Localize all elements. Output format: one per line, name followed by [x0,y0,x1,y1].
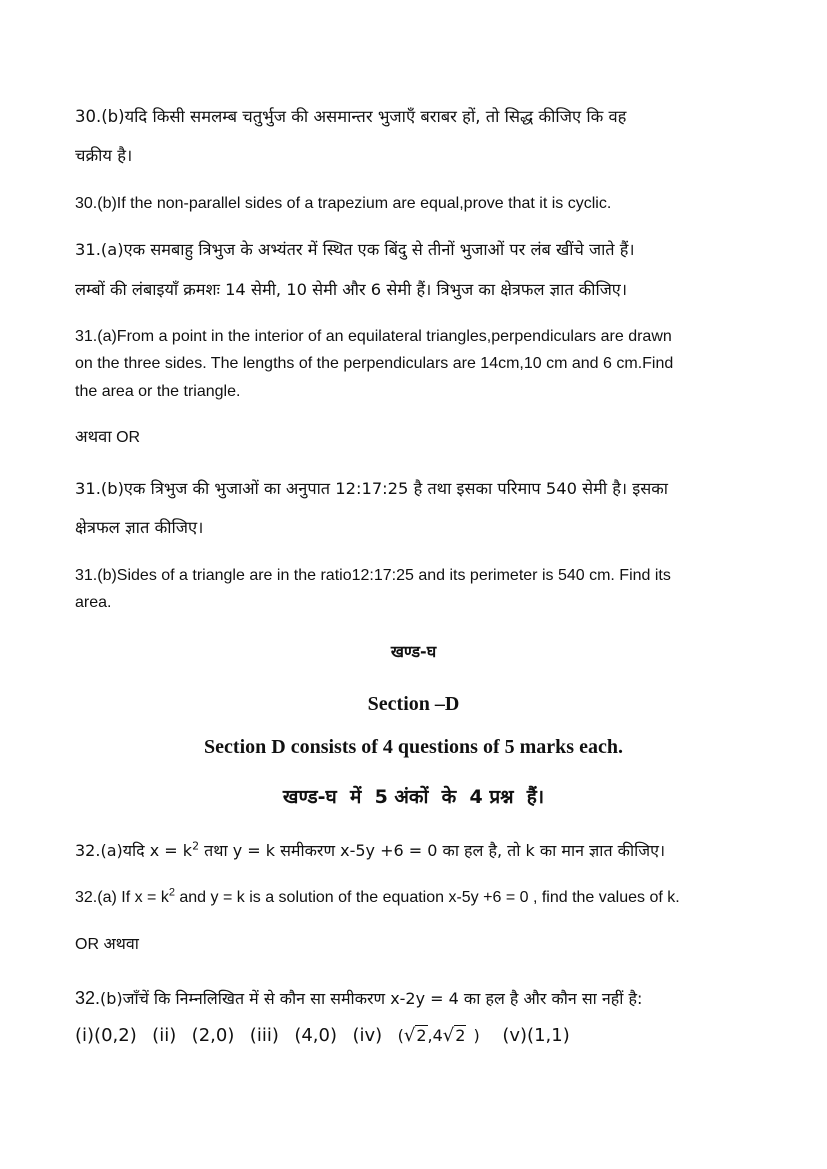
q32b-option-4-label: (iv) [352,1025,383,1046]
sqrt-symbol-2: √2 [442,1025,466,1046]
q30-hindi-line2: चक्रीय है। [75,146,133,165]
q31a-english-line1: 31.(a)From a point in the interior of an equilateral triangles,perpendiculars are drawn [75,328,672,345]
q32b-number: 32. [75,988,101,1008]
q32a-english-superscript: 2 [168,886,175,899]
q32b-hindi-text: (b)जाँचें कि निम्नलिखित में से कौन सा समीकरण x-2y = 4 का हल है और कौन सा नहीं है: [100,989,643,1008]
q31b-hindi-line2: क्षेत्रफल ज्ञात कीजिए। [75,518,204,537]
section-d-english-desc: Section D consists of 4 questions of 5 marks each. [204,736,623,758]
q32b-option-1: (i)(0,2) [75,1025,137,1046]
q32b-option-3-value: (4,0) [294,1025,337,1046]
q32a-hindi-suffix: तथा y = k समीकरण x-5y +6 = 0 का हल है, तो k का मान ज्ञात कीजिए। [199,841,666,860]
q30-hindi-line1: 30.(b)यदि किसी समलम्ब चतुर्भुज की असमान्तर भुजाएँ बराबर हों, तो सिद्ध कीजिए कि वह [75,107,627,126]
section-d-hindi-title: खण्ड-घ [390,642,437,661]
q30-english: 30.(b)If the non-parallel sides of a trapezium are equal,prove that it is cyclic. [75,195,612,212]
sqrt-arg-2: 2 [455,1026,466,1045]
q31b-english-line1: 31.(b)Sides of a triangle are in the ratio12:17:25 and its perimeter is 540 cm. Find its [75,567,671,584]
q32b-option-4-open-paren: ( [397,1026,404,1045]
q31b-hindi-line1: 31.(b)एक त्रिभुज की भुजाओं का अनुपात 12:17:25 है तथा इसका परिमाप 540 सेमी है। इसका [75,479,668,498]
q32a-hindi-prefix: 32.(a)यदि x = k [75,841,193,860]
q32b-option-2-value: (2,0) [191,1025,235,1046]
sqrt-arg-1: 2 [416,1026,427,1045]
q31a-hindi-line2: लम्बों की लंबाइयाँ क्रमशः 14 सेमी, 10 सेमी और 6 सेमी हैं। त्रिभुज का क्षेत्रफल ज्ञात कीजिए। [75,280,627,299]
or-separator-1 [75,429,140,446]
q32b-options [75,1027,570,1045]
or-english: OR [116,429,141,446]
q32a-hindi-superscript: 2 [192,839,200,853]
q32b-option-4-mid: ,4 [427,1026,443,1045]
or-hindi: अथवा [75,427,112,446]
q31a-hindi-line1: 31.(a)एक समबाहु त्रिभुज के अभ्यंतर में स्थित एक बिंदु से तीनों भुजाओं पर लंब खींचे जाते हैं। [75,240,635,259]
q32a-english [75,886,680,906]
q32a-hindi [75,839,666,860]
q31b-english-line2: area. [75,594,112,611]
section-d-english-title: Section –D [367,693,460,715]
q31a-english-line3: the area or the triangle. [75,383,241,400]
section-d-hindi-desc: खण्ड-घ में 5 अंकों के 4 प्रश्न हैं। [282,786,545,808]
q32b-line1 [75,989,642,1007]
q32b-option-4-value [398,1026,487,1045]
q31a-english-line2: on the three sides. The lengths of the perpendiculars are 14cm,10 cm and 6 cm.Find [75,355,674,372]
q32b-option-2-label: (ii) [152,1025,177,1046]
q32a-english-suffix: and y = k is a solution of the equation x-5y +6 = 0 , find the values of k. [174,889,680,906]
q32b-option-4-close-paren: ) [473,1026,480,1045]
or-separator-2: OR अथवा [75,936,139,953]
q32a-english-prefix: 32.(a) If x = k [75,889,169,906]
q32b-option-5: (v)(1,1) [502,1025,570,1046]
q32b-option-3-label: (iii) [249,1025,279,1046]
sqrt-symbol-1: √2 [403,1025,427,1046]
